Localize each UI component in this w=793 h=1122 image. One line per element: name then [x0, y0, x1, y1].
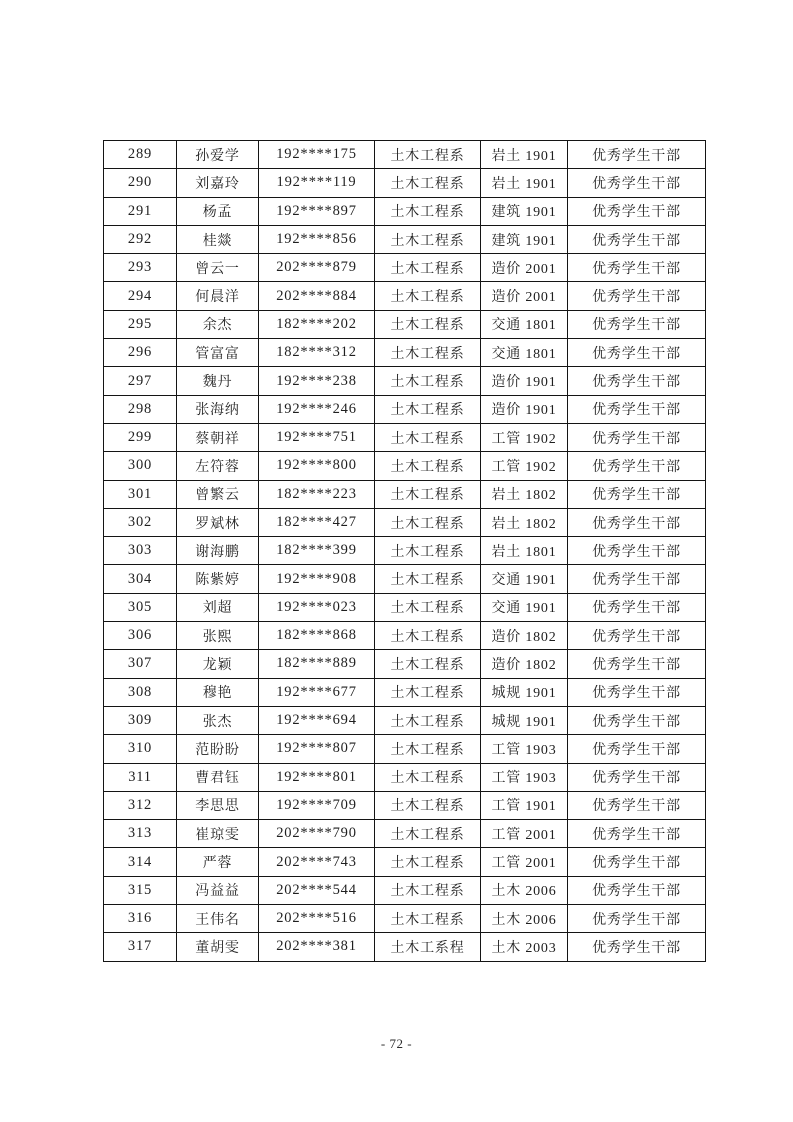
- table-cell-student-id: 192****119: [259, 169, 375, 197]
- table-cell-name: 谢海鹏: [177, 537, 259, 565]
- table-cell-class: 工管 1901: [481, 791, 568, 819]
- table-cell-student-id: 192****677: [259, 678, 375, 706]
- table-cell-department: 土木工程系: [375, 735, 481, 763]
- table-cell-department: 土木工程系: [375, 367, 481, 395]
- table-cell-department: 土木工程系: [375, 395, 481, 423]
- table-cell-award: 优秀学生干部: [568, 678, 706, 706]
- table-cell-award: 优秀学生干部: [568, 339, 706, 367]
- table-row: [104, 876, 706, 904]
- table-cell-student-id: 202****516: [259, 905, 375, 933]
- table-cell-department: 土木工程系: [375, 593, 481, 621]
- table-row: [104, 905, 706, 933]
- table-cell-name: 张海纳: [177, 395, 259, 423]
- table-cell-award: 优秀学生干部: [568, 735, 706, 763]
- table-row: [104, 225, 706, 253]
- table-cell-name: 董胡雯: [177, 933, 259, 961]
- table-row: [104, 423, 706, 451]
- table-cell-award: 优秀学生干部: [568, 480, 706, 508]
- table-cell-name: 左符蓉: [177, 452, 259, 480]
- table-cell-student-id: 202****743: [259, 848, 375, 876]
- table-cell-award: 优秀学生干部: [568, 933, 706, 961]
- table-cell-class: 造价 1901: [481, 395, 568, 423]
- table-cell-number: 303: [104, 537, 177, 565]
- table-cell-department: 土木工程系: [375, 254, 481, 282]
- table-row: [104, 593, 706, 621]
- table-cell-department: 土木工程系: [375, 282, 481, 310]
- table-cell-department: 土木工程系: [375, 480, 481, 508]
- table-cell-department: 土木工程系: [375, 423, 481, 451]
- table-cell-name: 曾云一: [177, 254, 259, 282]
- table-row: [104, 537, 706, 565]
- table-cell-student-id: 192****238: [259, 367, 375, 395]
- table-cell-name: 范盼盼: [177, 735, 259, 763]
- table-cell-department: 土木工程系: [375, 310, 481, 338]
- table-cell-award: 优秀学生干部: [568, 395, 706, 423]
- table-cell-number: 313: [104, 820, 177, 848]
- table-cell-name: 罗斌林: [177, 508, 259, 536]
- table-cell-class: 岩土 1801: [481, 537, 568, 565]
- table-cell-award: 优秀学生干部: [568, 254, 706, 282]
- table-cell-number: 305: [104, 593, 177, 621]
- table-cell-name: 龙颖: [177, 650, 259, 678]
- table-row: [104, 141, 706, 169]
- table-row: [104, 282, 706, 310]
- table-row: [104, 735, 706, 763]
- table-cell-department: 土木工程系: [375, 169, 481, 197]
- table-cell-department: 土木工程系: [375, 508, 481, 536]
- table-cell-name: 王伟名: [177, 905, 259, 933]
- table-cell-award: 优秀学生干部: [568, 876, 706, 904]
- table-cell-award: 优秀学生干部: [568, 763, 706, 791]
- table-cell-class: 造价 1802: [481, 650, 568, 678]
- table-cell-number: 315: [104, 876, 177, 904]
- table-cell-student-id: 182****427: [259, 508, 375, 536]
- table-cell-name: 冯益益: [177, 876, 259, 904]
- table-cell-number: 312: [104, 791, 177, 819]
- table-cell-student-id: 192****023: [259, 593, 375, 621]
- table-cell-name: 曾繁云: [177, 480, 259, 508]
- table-cell-department: 土木工程系: [375, 537, 481, 565]
- table-cell-name: 杨孟: [177, 197, 259, 225]
- table-cell-award: 优秀学生干部: [568, 169, 706, 197]
- table-row: [104, 622, 706, 650]
- student-award-table-body: [104, 141, 706, 962]
- table-cell-department: 土木工程系: [375, 820, 481, 848]
- table-cell-award: 优秀学生干部: [568, 622, 706, 650]
- table-cell-class: 造价 1802: [481, 622, 568, 650]
- table-cell-student-id: 202****879: [259, 254, 375, 282]
- table-cell-name: 张熙: [177, 622, 259, 650]
- table-row: [104, 452, 706, 480]
- table-cell-student-id: 182****312: [259, 339, 375, 367]
- table-cell-award: 优秀学生干部: [568, 537, 706, 565]
- table-cell-department: 土木工程系: [375, 848, 481, 876]
- table-cell-class: 工管 1903: [481, 763, 568, 791]
- table-cell-department: 土木工程系: [375, 650, 481, 678]
- table-cell-number: 297: [104, 367, 177, 395]
- table-cell-award: 优秀学生干部: [568, 310, 706, 338]
- table-cell-student-id: 202****544: [259, 876, 375, 904]
- table-cell-award: 优秀学生干部: [568, 423, 706, 451]
- table-cell-class: 工管 2001: [481, 820, 568, 848]
- table-cell-class: 城规 1901: [481, 706, 568, 734]
- table-cell-class: 交通 1801: [481, 339, 568, 367]
- table-cell-department: 土木工程系: [375, 141, 481, 169]
- table-row: [104, 933, 706, 961]
- table-cell-department: 土木工程系: [375, 905, 481, 933]
- table-cell-student-id: 202****381: [259, 933, 375, 961]
- table-cell-name: 蔡朝祥: [177, 423, 259, 451]
- table-cell-name: 刘嘉玲: [177, 169, 259, 197]
- table-cell-name: 曹君钰: [177, 763, 259, 791]
- table-cell-name: 严蓉: [177, 848, 259, 876]
- table-cell-number: 306: [104, 622, 177, 650]
- table-cell-number: 295: [104, 310, 177, 338]
- table-cell-class: 工管 1903: [481, 735, 568, 763]
- table-cell-number: 307: [104, 650, 177, 678]
- table-cell-award: 优秀学生干部: [568, 650, 706, 678]
- table-cell-class: 造价 2001: [481, 282, 568, 310]
- table-cell-class: 工管 1902: [481, 452, 568, 480]
- table-cell-name: 张杰: [177, 706, 259, 734]
- table-row: [104, 706, 706, 734]
- table-cell-class: 工管 1902: [481, 423, 568, 451]
- table-row: [104, 650, 706, 678]
- table-row: [104, 508, 706, 536]
- table-cell-class: 交通 1801: [481, 310, 568, 338]
- table-cell-number: 296: [104, 339, 177, 367]
- table-cell-award: 优秀学生干部: [568, 197, 706, 225]
- page-number: - 72 -: [380, 1036, 413, 1051]
- table-cell-student-id: 182****889: [259, 650, 375, 678]
- table-cell-award: 优秀学生干部: [568, 791, 706, 819]
- table-cell-class: 岩土 1901: [481, 169, 568, 197]
- table-cell-award: 优秀学生干部: [568, 452, 706, 480]
- table-cell-name: 穆艳: [177, 678, 259, 706]
- table-cell-number: 290: [104, 169, 177, 197]
- table-cell-number: 308: [104, 678, 177, 706]
- table-cell-class: 建筑 1901: [481, 225, 568, 253]
- student-award-table: [103, 140, 706, 962]
- table-cell-name: 管富富: [177, 339, 259, 367]
- table-cell-department: 土木工程系: [375, 197, 481, 225]
- table-cell-department: 土木工程系: [375, 622, 481, 650]
- table-row: [104, 310, 706, 338]
- table-cell-number: 304: [104, 565, 177, 593]
- table-cell-class: 交通 1901: [481, 593, 568, 621]
- table-cell-department: 土木工程系: [375, 678, 481, 706]
- table-cell-student-id: 192****801: [259, 763, 375, 791]
- table-cell-class: 岩土 1802: [481, 480, 568, 508]
- table-row: [104, 820, 706, 848]
- table-row: [104, 565, 706, 593]
- table-row: [104, 169, 706, 197]
- table-cell-class: 造价 2001: [481, 254, 568, 282]
- table-cell-class: 城规 1901: [481, 678, 568, 706]
- table-cell-student-id: 182****202: [259, 310, 375, 338]
- table-cell-name: 余杰: [177, 310, 259, 338]
- table-cell-class: 土木 2006: [481, 876, 568, 904]
- table-cell-number: 291: [104, 197, 177, 225]
- table-cell-number: 293: [104, 254, 177, 282]
- table-cell-name: 桂燚: [177, 225, 259, 253]
- table-cell-number: 317: [104, 933, 177, 961]
- table-cell-class: 建筑 1901: [481, 197, 568, 225]
- table-cell-class: 土木 2003: [481, 933, 568, 961]
- table-cell-number: 289: [104, 141, 177, 169]
- table-cell-department: 土木工程系: [375, 706, 481, 734]
- table-cell-student-id: 192****807: [259, 735, 375, 763]
- table-cell-number: 299: [104, 423, 177, 451]
- table-cell-department: 土木工程系: [375, 763, 481, 791]
- table-cell-name: 陈紫婷: [177, 565, 259, 593]
- table-cell-award: 优秀学生干部: [568, 706, 706, 734]
- table-row: [104, 197, 706, 225]
- table-cell-award: 优秀学生干部: [568, 593, 706, 621]
- table-row: [104, 367, 706, 395]
- table-cell-student-id: 192****897: [259, 197, 375, 225]
- table-cell-student-id: 182****868: [259, 622, 375, 650]
- table-cell-name: 崔琼雯: [177, 820, 259, 848]
- table-cell-number: 302: [104, 508, 177, 536]
- table-cell-number: 316: [104, 905, 177, 933]
- table-cell-class: 造价 1901: [481, 367, 568, 395]
- table-cell-class: 工管 2001: [481, 848, 568, 876]
- table-cell-student-id: 182****223: [259, 480, 375, 508]
- table-row: [104, 339, 706, 367]
- table-cell-number: 300: [104, 452, 177, 480]
- table-cell-award: 优秀学生干部: [568, 905, 706, 933]
- table-row: [104, 763, 706, 791]
- table-row: [104, 791, 706, 819]
- table-cell-number: 311: [104, 763, 177, 791]
- table-cell-department: 土木工程系: [375, 791, 481, 819]
- table-cell-department: 土木工程系: [375, 225, 481, 253]
- table-cell-student-id: 182****399: [259, 537, 375, 565]
- table-cell-award: 优秀学生干部: [568, 141, 706, 169]
- table-cell-student-id: 192****800: [259, 452, 375, 480]
- table-cell-number: 298: [104, 395, 177, 423]
- table-cell-department: 土木工程系: [375, 565, 481, 593]
- table-cell-award: 优秀学生干部: [568, 848, 706, 876]
- table-row: [104, 395, 706, 423]
- table-cell-department: 土木工程系: [375, 452, 481, 480]
- table-cell-student-id: 202****790: [259, 820, 375, 848]
- table-cell-class: 岩土 1901: [481, 141, 568, 169]
- table-cell-class: 交通 1901: [481, 565, 568, 593]
- table-cell-number: 294: [104, 282, 177, 310]
- table-cell-department: 土木工程系: [375, 876, 481, 904]
- table-cell-class: 岩土 1802: [481, 508, 568, 536]
- table-cell-award: 优秀学生干部: [568, 225, 706, 253]
- table-cell-name: 孙爱学: [177, 141, 259, 169]
- table-cell-name: 何晨洋: [177, 282, 259, 310]
- table-row: [104, 848, 706, 876]
- table-cell-award: 优秀学生干部: [568, 508, 706, 536]
- table-cell-award: 优秀学生干部: [568, 565, 706, 593]
- table-cell-number: 309: [104, 706, 177, 734]
- table-cell-award: 优秀学生干部: [568, 367, 706, 395]
- table-cell-number: 310: [104, 735, 177, 763]
- table-cell-student-id: 192****694: [259, 706, 375, 734]
- table-cell-name: 刘超: [177, 593, 259, 621]
- table-cell-student-id: 192****751: [259, 423, 375, 451]
- table-cell-number: 314: [104, 848, 177, 876]
- table-row: [104, 480, 706, 508]
- table-cell-student-id: 192****175: [259, 141, 375, 169]
- table-cell-department: 土木工系程: [375, 933, 481, 961]
- table-cell-class: 土木 2006: [481, 905, 568, 933]
- table-cell-student-id: 202****884: [259, 282, 375, 310]
- table-cell-name: 李思思: [177, 791, 259, 819]
- table-cell-name: 魏丹: [177, 367, 259, 395]
- table-row: [104, 678, 706, 706]
- table-cell-student-id: 192****856: [259, 225, 375, 253]
- table-cell-student-id: 192****908: [259, 565, 375, 593]
- table-row: [104, 254, 706, 282]
- table-cell-student-id: 192****709: [259, 791, 375, 819]
- table-cell-department: 土木工程系: [375, 339, 481, 367]
- table-cell-award: 优秀学生干部: [568, 282, 706, 310]
- table-cell-student-id: 192****246: [259, 395, 375, 423]
- table-cell-award: 优秀学生干部: [568, 820, 706, 848]
- table-cell-number: 301: [104, 480, 177, 508]
- table-cell-number: 292: [104, 225, 177, 253]
